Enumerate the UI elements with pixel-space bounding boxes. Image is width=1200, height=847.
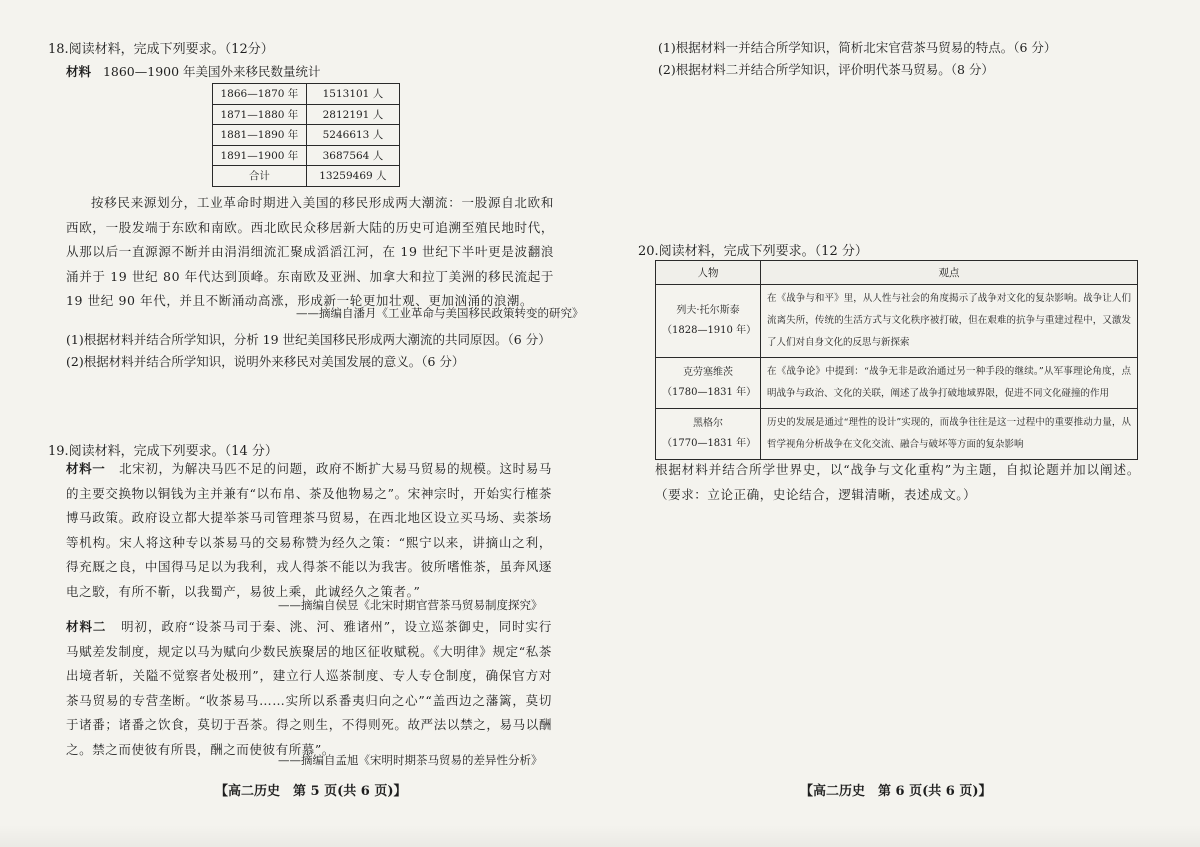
q20-task: 根据材料并结合所学世界史，以“战争与文化重构”为主题，自拟论题并加以阐述。（要求：立论正确，史论结合，逻辑清晰，表述成文。）	[655, 462, 1140, 502]
table-header-row	[656, 261, 1138, 285]
person-name: 克劳塞维茨	[683, 367, 733, 378]
count-cell: 2812191 人	[306, 104, 399, 125]
col-person-header: 人物	[656, 261, 761, 285]
q18-material-title: 1860—1900 年美国外来移民数量统计	[102, 64, 321, 79]
col-view-header: 观点	[761, 261, 1138, 285]
count-cell: 1513101 人	[306, 84, 399, 105]
views-table	[655, 260, 1138, 460]
count-cell: 3687564 人	[306, 145, 399, 166]
count-cell: 5246613 人	[306, 125, 399, 146]
view-cell: 历史的发展是通过“理性的设计”实现的，而战争往往是这一过程中的重要推动力量，从哲学视角分析战争在文化交流、融合与破坏等方面的复杂影响	[761, 409, 1138, 460]
q19-material-2-source: ——摘编自孟旭《宋明时期茶马贸易的差异性分析》	[278, 753, 543, 767]
person-cell	[656, 358, 761, 409]
period-cell: 1891—1900 年	[213, 145, 307, 166]
q19-requirement-2: (2)根据材料二并结合所学知识，评价明代茶马贸易。（8 分）	[658, 62, 994, 77]
person-cell	[656, 409, 761, 460]
view-cell: 在《战争论》中提到：“战争无非是政治通过另一种手段的继续。”从军事理论角度，点明战争与政治、文化的关联，阐述了战争打破地域界限，促进不同文化碰撞的作用	[761, 358, 1138, 409]
person-years: （1828—1910 年）	[662, 325, 757, 336]
q19-material-2	[66, 615, 552, 762]
table-row	[656, 409, 1138, 460]
person-name: 列夫·托尔斯泰	[676, 305, 740, 316]
q18-heading: 18.阅读材料，完成下列要求。（12分）	[48, 42, 274, 57]
person-cell	[656, 285, 761, 358]
table-row	[656, 358, 1138, 409]
page-footer-left: 【高二历史 第 5 页(共 6 页)】	[215, 784, 407, 799]
table-row	[213, 104, 400, 125]
q20-heading: 20.阅读材料，完成下列要求。（12 分）	[638, 244, 868, 259]
scan-shadow	[0, 825, 1200, 847]
q19-heading: 19.阅读材料，完成下列要求。（14 分）	[48, 444, 278, 459]
view-cell: 在《战争与和平》里，从人性与社会的角度揭示了战争对文化的复杂影响。战争让人们流离失所，传统的生活方式与文化秩序被打破，但在艰难的抗争与重建过程中，又激发了人们对自身文化的反思与新探索	[761, 285, 1138, 358]
table-row	[213, 84, 400, 105]
q18-requirement-2: (2)根据材料并结合所学知识，说明外来移民对美国发展的意义。（6 分）	[66, 354, 465, 369]
q18-source: ——摘编自潘月《工业革命与美国移民政策转变的研究》	[296, 306, 584, 320]
table-row	[213, 145, 400, 166]
table-row	[213, 125, 400, 146]
q19-material-1-label: 材料一	[66, 461, 106, 476]
person-name: 黑格尔	[693, 418, 723, 429]
q19-material-1-text: 北宋初，为解决马匹不足的问题，政府不断扩大易马贸易的规模。这时易马的主要交换物以铜钱为主并兼有“以布帛、茶及他物易之”。宋神宗时，开始实行榷茶博马政策。政府设立都大提举茶马司管理茶马贸易，在西北地区设立买马场、卖茶场等机构。宋人将这种专以茶易马的交易称赞为经久之策：“熙宁以来，讲摘山之利，得充厩之良，中国得马足以为我利，戎人得茶不能以为我害。彼所嗜惟茶，虽奔风逐电之駮，有所不靳，以我蜀产，易彼上乘，此诚经久之策者。”	[66, 461, 552, 599]
q18-material-label: 材料	[66, 64, 92, 79]
period-cell: 1866—1870 年	[213, 84, 307, 105]
person-years: （1770—1831 年）	[662, 438, 757, 449]
page-footer-right: 【高二历史 第 6 页(共 6 页)】	[800, 784, 992, 799]
period-cell: 1881—1890 年	[213, 125, 307, 146]
total-count-cell: 13259469 人	[306, 166, 399, 187]
q19-material-2-label: 材料二	[66, 619, 107, 634]
q18-material-heading	[66, 62, 321, 80]
q18-material-paragraph: 按移民来源划分，工业革命时期进入美国的移民形成两大潮流：一股源自北欧和西欧，一股发端于东欧和南欧。西北欧民众移居新大陆的历史可追溯至殖民地时代，从那以后一直源源不断并由涓涓细流汇聚成滔滔江河，在 19 世纪下半叶更是波翻浪涌并于 19 世纪 80 年代达到顶峰。东南欧及亚洲、加拿大和拉丁美洲的移民流起于 19 世纪 90 年代，并且不断涌动高涨，形成新一轮更加壮观、更加汹涌的浪潮。	[66, 195, 554, 308]
period-cell: 1871—1880 年	[213, 104, 307, 125]
q19-material-2-text: 明初，政府“设茶马司于秦、洮、河、雅诸州”，设立巡茶御史，同时实行马赋差发制度，规定以马为赋向少数民族聚居的地区征收赋税。《大明律》规定“私茶出境者斩，关隘不觉察者处极刑”，建立行人巡茶制度、专人专仓制度，确保官方对茶马贸易的专营垄断。“收茶易马……实所以系番夷归向之心”“盖西边之藩篱，莫切于诸番；诸番之饮食，莫切于吾茶。得之则生，不得则死。故严法以禁之，易马以酬之。禁之而使彼有所畏，酬之而使彼有所慕”。	[66, 619, 552, 757]
q18-requirement-1: (1)根据材料并结合所学知识，分析 19 世纪美国移民形成两大潮流的共同原因。（6 分）	[66, 332, 551, 347]
table-row-total	[213, 166, 400, 187]
q19-material-1	[66, 457, 552, 604]
table-row	[656, 285, 1138, 358]
immigration-table	[212, 83, 400, 187]
q19-requirement-1: (1)根据材料一并结合所学知识，简析北宋官营茶马贸易的特点。（6 分）	[658, 40, 1057, 55]
q19-material-1-source: ——摘编自侯昱《北宋时期官营茶马贸易制度探究》	[278, 598, 543, 612]
total-label-cell: 合计	[213, 166, 307, 187]
person-years: （1780—1831 年）	[662, 387, 757, 398]
